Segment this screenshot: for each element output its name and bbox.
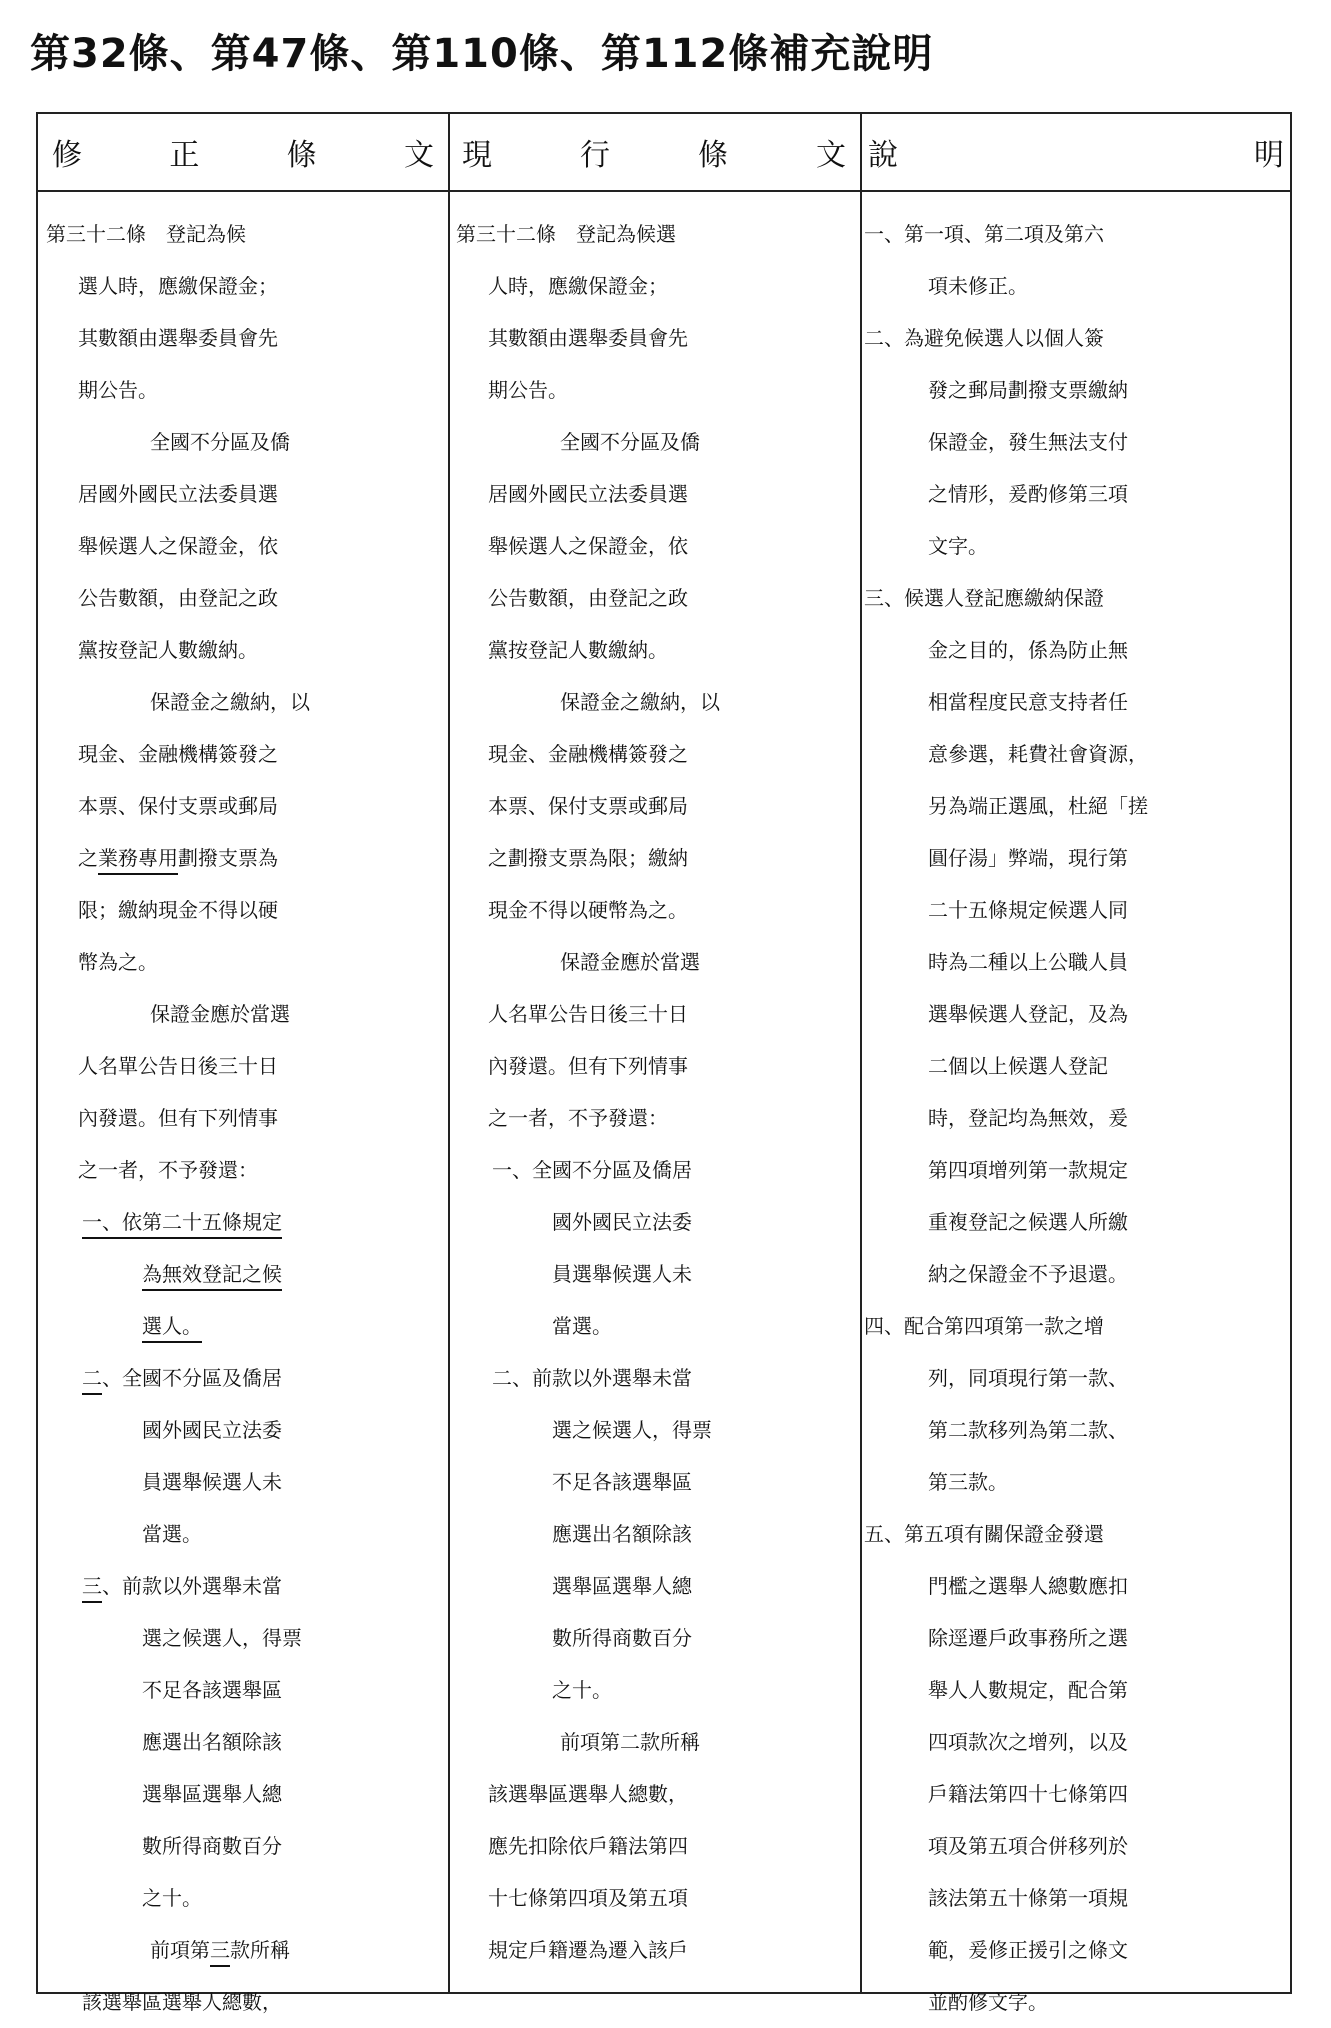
text-line: 納之保證金不予退還。	[928, 1262, 1128, 1286]
text-line: 期公告。	[78, 378, 158, 402]
text-line: 人時，應繳保證金；	[488, 274, 668, 298]
text-line: 本票、保付支票或郵局	[488, 794, 688, 818]
underlined-amendment: 二	[82, 1366, 102, 1390]
text-line: 金之目的，係為防止無	[928, 638, 1128, 662]
underlined-amendment: 一、依第二十五條規定	[82, 1210, 282, 1234]
text-line: 應選出名額除該	[552, 1522, 692, 1546]
text-line: 第二款移列為第二款、	[928, 1418, 1128, 1442]
text-line: 之情形，爰酌修第三項	[928, 482, 1128, 506]
text-line: 四項款次之增列，以及	[928, 1730, 1128, 1754]
header-char: 現	[462, 138, 492, 173]
text-line: 期公告。	[488, 378, 568, 402]
text-line: 其數額由選舉委員會先	[78, 326, 278, 350]
text-line: 選舉候選人登記，及為	[928, 1002, 1128, 1026]
text-line: 除逕遷戶政事務所之選	[928, 1626, 1128, 1650]
text-line	[38, 1924, 448, 1976]
header-amended	[38, 114, 448, 190]
text-segment: 劃撥支票為	[178, 846, 278, 870]
text-line: 該選舉區選舉人總數，	[82, 1990, 282, 2014]
underlined-amendment: 為無效登記之候	[142, 1262, 282, 1286]
text-line: 規定戶籍遷為遷入該戶	[488, 1938, 688, 1962]
text-line: 本票、保付支票或郵局	[78, 794, 278, 818]
text-line: 意參選，耗費社會資源，	[928, 742, 1148, 766]
text-line: 選舉區選舉人總	[552, 1574, 692, 1598]
text-line: 國外國民立法委	[552, 1210, 692, 1234]
text-line: 重複登記之候選人所繳	[928, 1210, 1128, 1234]
text-line: 不足各該選舉區	[142, 1678, 282, 1702]
text-line: 公告數額，由登記之政	[78, 586, 278, 610]
header-char: 明	[1254, 138, 1284, 173]
underlined-amendment: 選人。	[142, 1314, 202, 1338]
header-note	[860, 114, 1290, 190]
text-line: 保證金應於當選	[560, 950, 700, 974]
text-line: 舉候選人之保證金，依	[78, 534, 278, 558]
text-line: 該法第五十條第一項規	[928, 1886, 1128, 1910]
note-item: 四、配合第四項第一款之增	[864, 1314, 1104, 1338]
text-line: 項未修正。	[928, 274, 1028, 298]
text-line: 文字。	[928, 534, 988, 558]
text-line: 黨按登記人數繳納。	[78, 638, 258, 662]
text-line: 員選舉候選人未	[552, 1262, 692, 1286]
text-line: 二十五條規定候選人同	[928, 898, 1128, 922]
text-line: 選舉區選舉人總	[142, 1782, 282, 1806]
text-line: 員選舉候選人未	[142, 1470, 282, 1494]
note-column	[860, 192, 1294, 2028]
text-line: 之十。	[142, 1886, 202, 1910]
underlined-amendment: 三	[82, 1574, 102, 1598]
text-line: 全國不分區及僑	[150, 430, 290, 454]
text-line: 不足各該選舉區	[552, 1470, 692, 1494]
text-segment: 之	[78, 846, 98, 870]
text-line: 黨按登記人數繳納。	[488, 638, 668, 662]
text-line	[38, 832, 448, 884]
text-line: 選之候選人，得票	[142, 1626, 302, 1650]
note-item: 三、候選人登記應繳納保證	[864, 586, 1104, 610]
text-line: 前項第二款所稱	[560, 1730, 700, 1754]
text-line: 門檻之選舉人總數應扣	[928, 1574, 1128, 1598]
text-line: 數所得商數百分	[552, 1626, 692, 1650]
text-line: 時，登記均為無效，爰	[928, 1106, 1128, 1130]
text-line: 現金、金融機構簽發之	[78, 742, 278, 766]
text-line: 數所得商數百分	[142, 1834, 282, 1858]
note-item: 一、第一項、第二項及第六	[864, 222, 1104, 246]
text-line: 之十。	[552, 1678, 612, 1702]
header-char: 文	[816, 138, 846, 173]
underlined-amendment: 三	[210, 1938, 230, 1962]
text-line: 第四項增列第一款規定	[928, 1158, 1128, 1182]
text-line: 當選。	[142, 1522, 202, 1546]
text-line: 並酌修文字。	[928, 1990, 1048, 2014]
note-item: 二、為避免候選人以個人簽	[864, 326, 1104, 350]
text-line: 第三十二條 登記為候	[46, 222, 246, 246]
text-line: 應先扣除依戶籍法第四	[488, 1834, 688, 1858]
text-line: 保證金應於當選	[150, 1002, 290, 1026]
text-line: 幣為之。	[78, 950, 158, 974]
text-line: 另為端正選風，杜絕「搓	[928, 794, 1148, 818]
text-segment: 前項第	[150, 1938, 210, 1962]
header-char: 條	[286, 138, 317, 173]
text-line: 發之郵局劃撥支票繳納	[928, 378, 1128, 402]
text-segment: 、全國不分區及僑居	[102, 1366, 282, 1390]
header-char: 文	[403, 138, 434, 173]
text-line: 二、前款以外選舉未當	[492, 1366, 692, 1390]
text-line: 內發還。但有下列情事	[78, 1106, 278, 1130]
text-line: 十七條第四項及第五項	[488, 1886, 688, 1910]
text-line: 該選舉區選舉人總數，	[488, 1782, 688, 1806]
text-line: 人名單公告日後三十日	[78, 1054, 278, 1078]
text-line: 之一者，不予發還：	[488, 1106, 668, 1130]
text-line: 選人時，應繳保證金；	[78, 274, 278, 298]
text-line: 內發還。但有下列情事	[488, 1054, 688, 1078]
text-line: 當選。	[552, 1314, 612, 1338]
underlined-amendment: 業務專用	[98, 846, 178, 870]
text-line: 選之候選人，得票	[552, 1418, 712, 1442]
amended-column	[38, 192, 448, 2028]
note-item: 五、第五項有關保證金發還	[864, 1522, 1104, 1546]
text-line: 圓仔湯」弊端，現行第	[928, 846, 1128, 870]
text-line: 戶籍法第四十七條第四	[928, 1782, 1128, 1806]
text-line: 項及第五項合併移列於	[928, 1834, 1128, 1858]
text-segment: 、前款以外選舉未當	[102, 1574, 282, 1598]
current-column	[448, 192, 860, 1976]
text-line: 時為二種以上公職人員	[928, 950, 1128, 974]
text-line: 保證金，發生無法支付	[928, 430, 1128, 454]
text-line: 相當程度民意支持者任	[928, 690, 1128, 714]
text-line: 居國外國民立法委員選	[78, 482, 278, 506]
text-line: 人名單公告日後三十日	[488, 1002, 688, 1026]
table-header-row	[38, 114, 1290, 192]
text-line: 保證金之繳納，以	[560, 690, 720, 714]
comparison-table	[36, 112, 1292, 2014]
header-char: 說	[868, 138, 898, 173]
header-char: 條	[698, 138, 728, 173]
page-title: 第32條、第47條、第110條、第112條補充說明	[30, 31, 934, 77]
text-segment: 款所稱	[230, 1938, 290, 1962]
text-line	[38, 1352, 448, 1404]
text-line: 第三款。	[928, 1470, 1008, 1494]
text-line: 第三十二條 登記為候選	[456, 222, 676, 246]
header-char: 正	[169, 138, 200, 173]
header-current	[448, 114, 860, 190]
header-char: 行	[580, 138, 610, 173]
text-line: 應選出名額除該	[142, 1730, 282, 1754]
text-line: 全國不分區及僑	[560, 430, 700, 454]
text-line: 列，同項現行第一款、	[928, 1366, 1128, 1390]
text-line: 一、全國不分區及僑居	[492, 1158, 692, 1182]
text-line	[38, 1560, 448, 1612]
text-line: 之一者，不予發還：	[78, 1158, 258, 1182]
text-line: 保證金之繳納，以	[150, 690, 310, 714]
text-line: 其數額由選舉委員會先	[488, 326, 688, 350]
header-char: 修	[52, 138, 82, 173]
text-line: 範，爰修正援引之條文	[928, 1938, 1128, 1962]
text-line: 公告數額，由登記之政	[488, 586, 688, 610]
text-line: 居國外國民立法委員選	[488, 482, 688, 506]
text-line: 舉人人數規定，配合第	[928, 1678, 1128, 1702]
text-line: 國外國民立法委	[142, 1418, 282, 1442]
text-line: 限；繳納現金不得以硬	[78, 898, 278, 922]
text-line: 之劃撥支票為限；繳納	[488, 846, 688, 870]
text-line: 二個以上候選人登記	[928, 1054, 1108, 1078]
text-line: 現金、金融機構簽發之	[488, 742, 688, 766]
text-line: 現金不得以硬幣為之。	[488, 898, 688, 922]
text-line: 舉候選人之保證金，依	[488, 534, 688, 558]
